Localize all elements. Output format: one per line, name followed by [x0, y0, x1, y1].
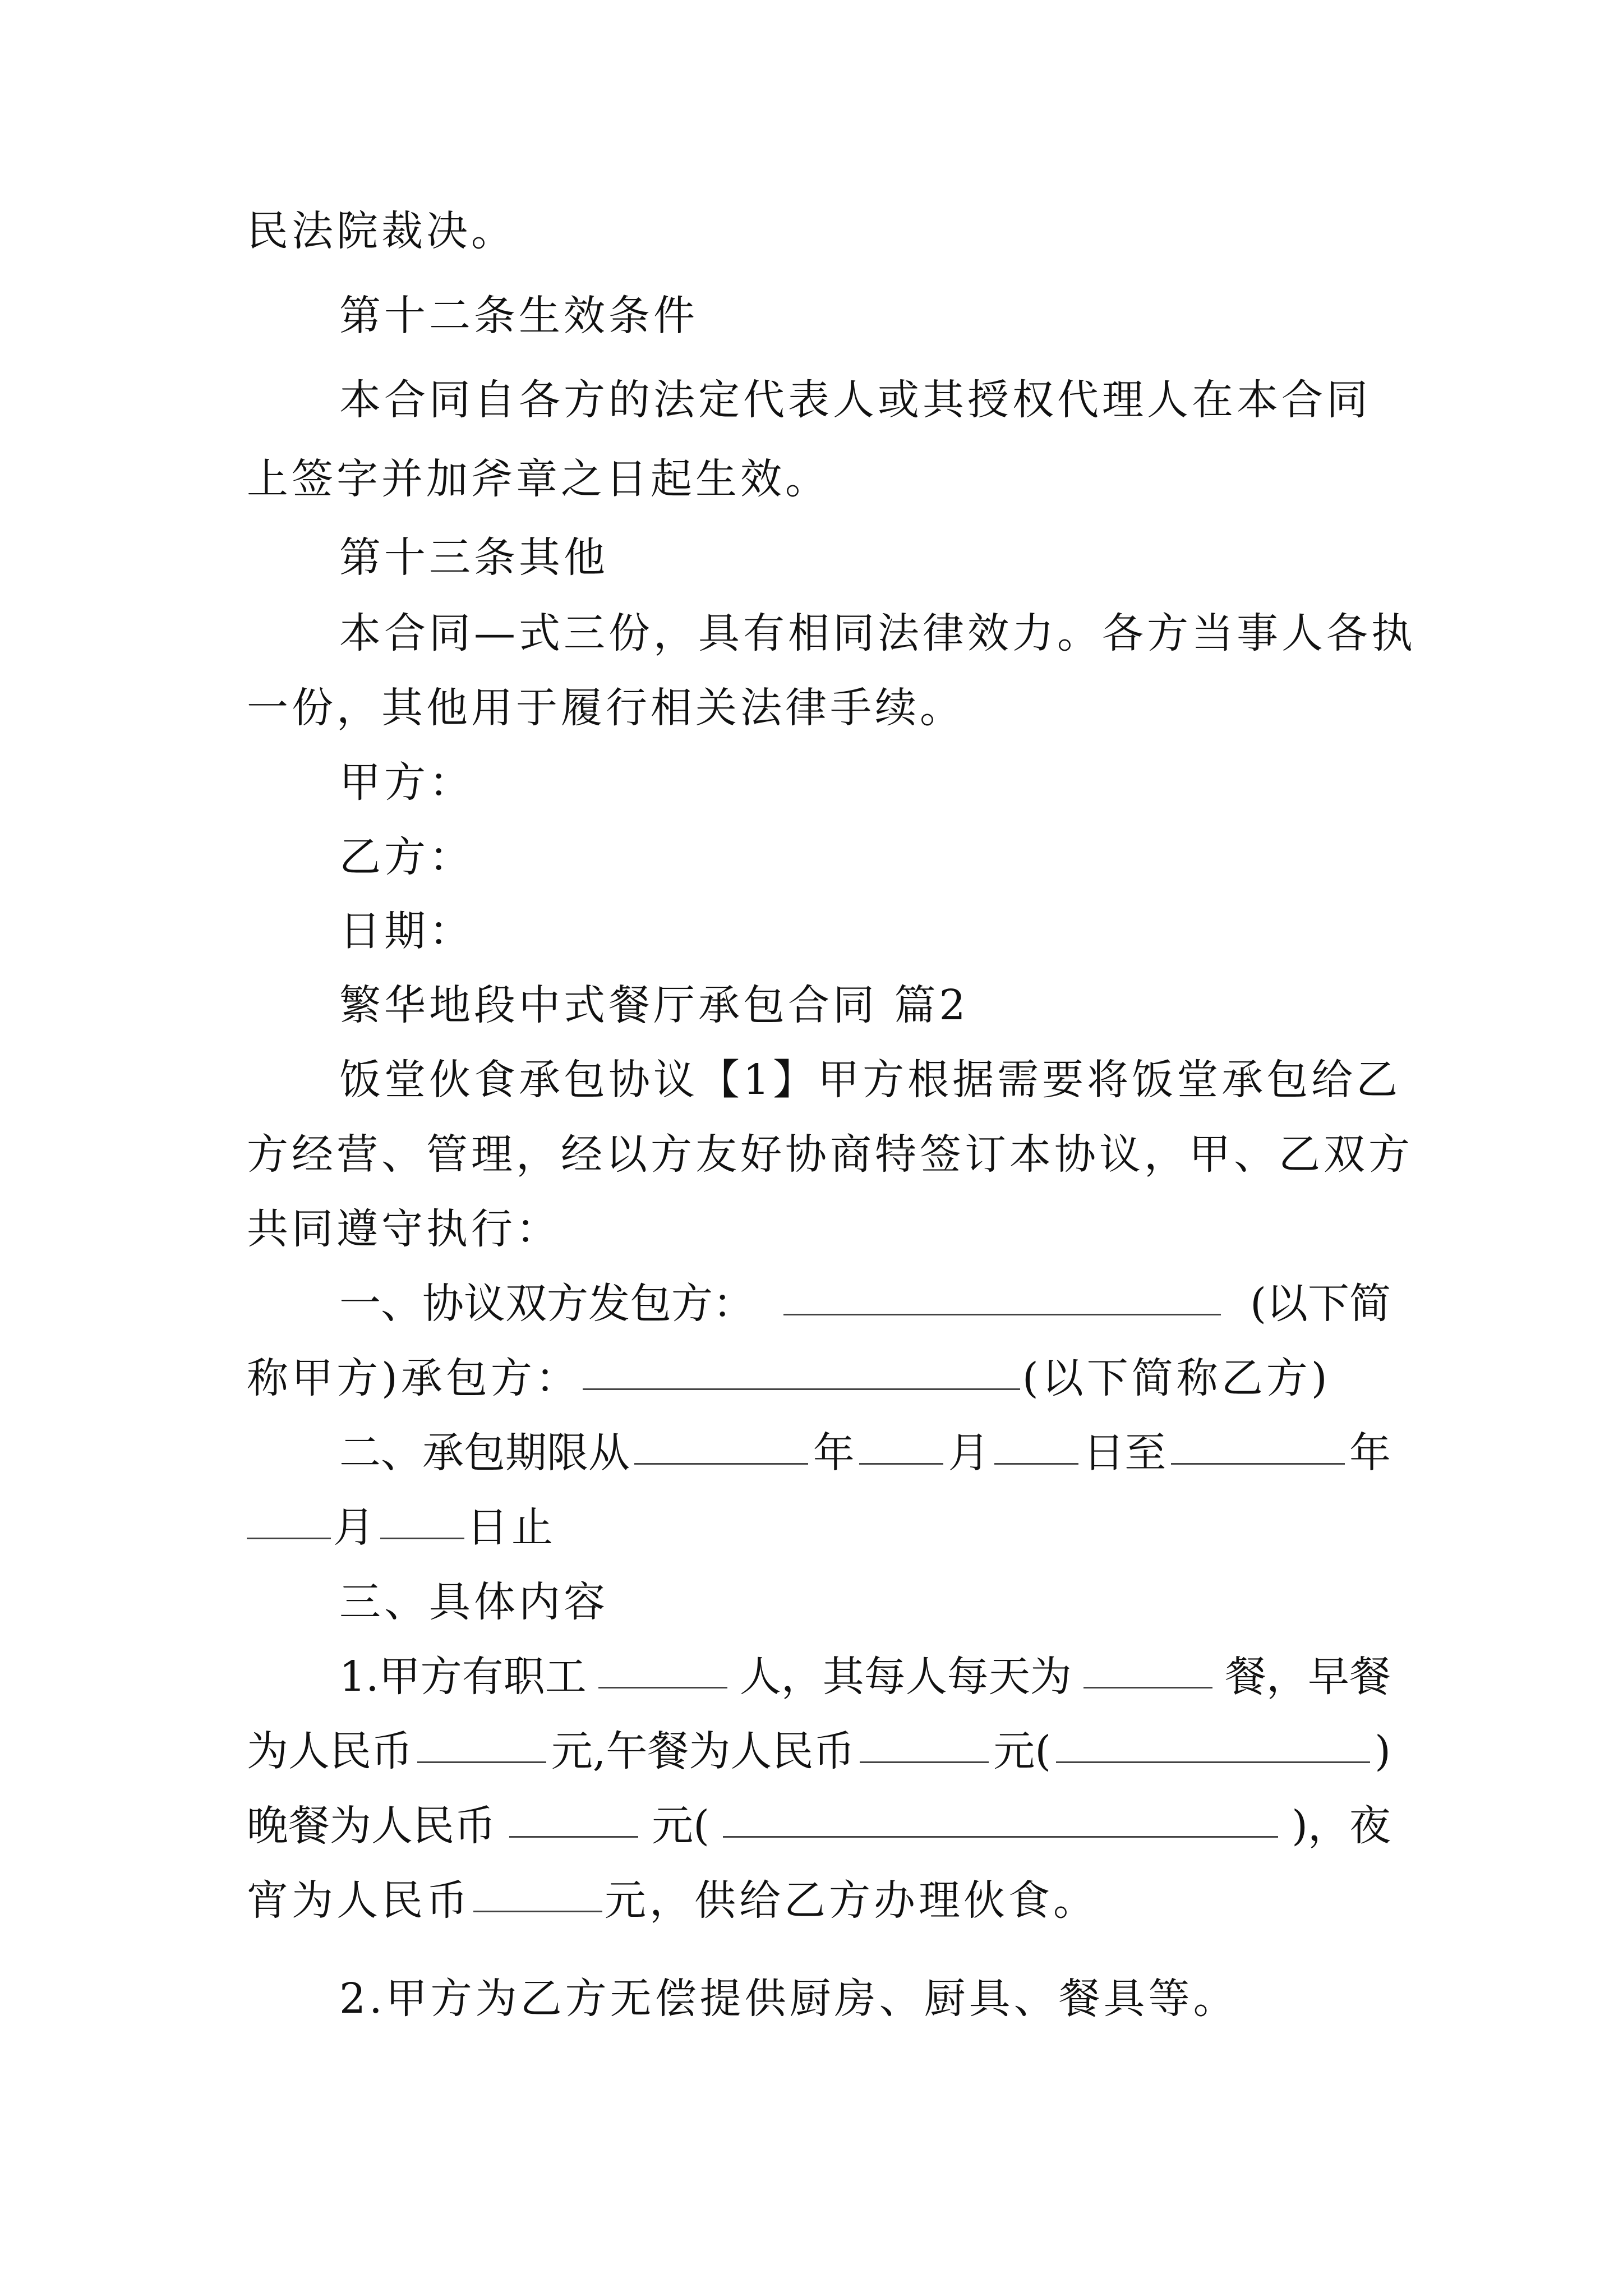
text-fragment: 二、承包期限从	[339, 1429, 630, 1477]
meal-clause-line	[339, 1639, 1391, 1715]
paragraph-line: 本合同—式三份，具有相同法律效力。各方当事人各执	[339, 609, 1416, 657]
text-fragment: 日止	[467, 1503, 556, 1552]
date-label: 日期：	[339, 907, 474, 955]
meal-clause-line	[247, 1862, 1391, 1939]
fill-blank	[634, 1415, 808, 1465]
party-b-label: 乙方：	[339, 833, 474, 881]
paragraph-line: 2.甲方为乙方无偿提供厨房、厨具、餐具等。	[339, 1975, 1238, 2023]
section-heading: 三、具体内容	[339, 1578, 608, 1626]
text-fragment: 一、协议双方发包方：	[339, 1280, 754, 1328]
term-line	[247, 1489, 1391, 1566]
text-fragment: 月	[333, 1503, 378, 1552]
text-fragment: )	[1375, 1727, 1391, 1775]
text-fragment: 日至	[1083, 1429, 1166, 1477]
article-13-heading: 第十三条其他	[339, 533, 608, 582]
fill-blank	[1083, 1639, 1212, 1688]
fill-blank	[994, 1415, 1078, 1465]
fill-blank	[1171, 1415, 1345, 1465]
fill-blank	[783, 1266, 1221, 1315]
section-title: 繁华地段中式餐厅承包合同 篇2	[339, 981, 969, 1029]
meal-clause-line	[247, 1713, 1391, 1789]
paragraph-line: 上签字并加斧章之日起生效。	[247, 455, 830, 503]
text-fragment: 元(	[993, 1727, 1052, 1775]
text-fragment: 餐，早餐	[1224, 1653, 1391, 1701]
fill-blank	[380, 1489, 464, 1539]
contract-parties-line	[339, 1266, 1391, 1342]
text-fragment: 称甲方)承包方：	[247, 1354, 580, 1402]
text-fragment: 元，供给乙方办理伙食。	[605, 1876, 1098, 1925]
text-fragment: 年	[813, 1429, 855, 1477]
party-a-label: 甲方：	[339, 758, 474, 807]
text-fragment: 人，其每人每天为	[739, 1653, 1072, 1701]
text-fragment: 月	[948, 1429, 990, 1477]
paragraph-line: 共同遵守执行：	[247, 1205, 561, 1253]
paragraph-line: 一份，其他用于履行相关法律手续。	[247, 684, 965, 732]
fill-blank	[417, 1713, 546, 1763]
fill-blank	[583, 1340, 1020, 1390]
text-fragment: )，夜	[1292, 1802, 1391, 1850]
paragraph-line: 方经营、管理，经以方友好协商特签订本协议，甲、乙双方	[247, 1130, 1413, 1179]
fill-blank	[509, 1788, 638, 1838]
fill-blank	[860, 1713, 989, 1763]
article-12-heading: 第十二条生效条件	[339, 292, 698, 340]
text-fragment: 元,午餐为人民币	[551, 1727, 855, 1775]
contract-parties-line	[247, 1340, 1391, 1416]
fill-blank	[723, 1788, 1278, 1838]
meal-clause-line	[247, 1788, 1391, 1864]
paragraph-line: 饭堂伙食承包协议【1】甲方根据需要将饭堂承包给乙	[339, 1056, 1401, 1104]
paragraph-line: 民法院裁决。	[247, 207, 516, 255]
fill-blank	[1056, 1713, 1370, 1763]
fill-blank	[473, 1862, 602, 1912]
fill-blank	[859, 1415, 943, 1465]
text-fragment: 宵为人民币	[247, 1876, 471, 1925]
fill-blank	[598, 1639, 727, 1688]
text-fragment: 晚餐为人民币	[247, 1802, 496, 1850]
text-fragment: 年	[1349, 1429, 1391, 1477]
term-line	[339, 1415, 1391, 1491]
text-fragment: 为人民币	[247, 1727, 413, 1775]
paragraph-line: 本合同自各方的法定代表人或其授权代理人在本合同	[339, 376, 1371, 424]
text-fragment: (以下简	[1250, 1280, 1391, 1328]
text-fragment: 元(	[652, 1802, 709, 1850]
text-fragment: (以下简称乙方)	[1022, 1354, 1331, 1402]
fill-blank	[247, 1489, 331, 1539]
text-fragment: 1.甲方有职工	[339, 1653, 587, 1701]
